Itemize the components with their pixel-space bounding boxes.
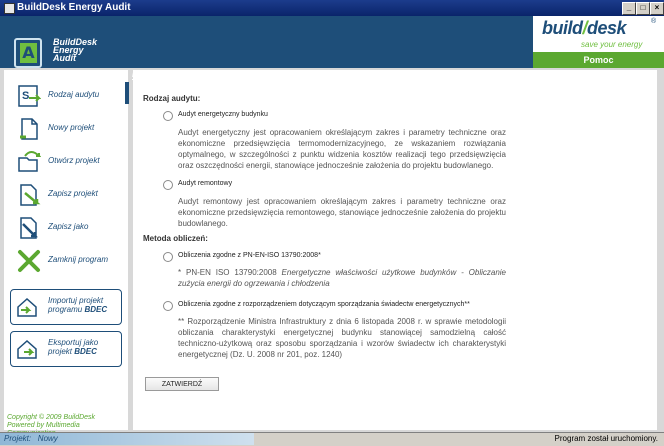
confirm-button[interactable]: ZATWIERDŹ — [145, 377, 219, 391]
export-house-icon — [16, 338, 38, 360]
status-bar — [0, 432, 664, 446]
sidebar-item-otworz-projekt[interactable] — [4, 148, 128, 176]
sidebar-item-nowy-projekt[interactable] — [4, 115, 128, 143]
sidebar-item-label: Zapisz projekt — [48, 189, 98, 198]
sidebar-item-label: Zamknij program — [48, 255, 109, 264]
open-folder-icon — [17, 150, 41, 174]
import-bdec-button[interactable] — [10, 289, 122, 325]
help-button[interactable]: Pomoc — [533, 52, 664, 68]
radio-audyt-energetyczny[interactable] — [163, 111, 173, 121]
logo-line-2: Energy — [53, 45, 84, 55]
save-as-icon — [17, 216, 41, 240]
logo-line-1: BuildDesk — [53, 37, 98, 47]
window-title: BuildDesk Energy Audit — [17, 2, 131, 13]
close-x-icon — [17, 249, 41, 273]
import-house-icon — [16, 296, 38, 318]
new-document-icon — [17, 117, 41, 141]
radio-label-audyt-energetyczny[interactable]: Audyt energetyczny budynku — [178, 111, 268, 118]
sidebar-item-zapisz-jako[interactable] — [4, 214, 128, 242]
sidebar-item-label: Nowy projekt — [48, 123, 95, 132]
radio-label-metoda-pn-en-iso[interactable]: Obliczenia zgodne z PN-EN-ISO 13790:2008* — [178, 252, 321, 259]
rozporzadzenie-note: ** Rozporządzenie Ministra Infrastruktury z dnia 6 listopada 2008 r. w sprawie metodologii obliczania charakterystyki energetycznej budynku stanowiącej samodzielną całość techniczno-użytkową oraz sposobu sporządzania i wzorów świadectw ich charakterystyki energetycznej (Dz. U. 2008 nr 201, poz. 1240) — [178, 317, 506, 359]
maximize-button[interactable]: □ — [636, 2, 650, 15]
sidebar-item-label: Otwórz projekt — [48, 156, 100, 165]
title-bar — [0, 0, 664, 16]
audyt-energetyczny-description: Audyt energetyczny jest opracowaniem określającym zakres i parametry techniczne oraz ekonomiczne przedsięwzięcia termomodernizacyjnego, ze wskazaniem rozwiązania optymalnego, w szczególności z punktu widzenia kosztów realizacji tego przedsięwzięcia oraz oszczędności energii, stanowiące jednocześnie założenia do projektu budowlanego. — [178, 128, 506, 170]
pn-en-iso-note-title: Energetyczne właściwości użytkowe budynków - Obliczanie zużycia energii do ogrzewania i chłodzenia — [178, 268, 506, 288]
brand-tagline: save your energy — [581, 40, 643, 49]
builddesk-brand-logo: build/desk ® save your energy — [533, 16, 664, 52]
radio-label-metoda-rozporzadzenie[interactable]: Obliczenia zgodne z rozporządzeniem dotyczącym sporządzania świadectw energetycznych** — [178, 301, 470, 308]
import-label-bdec: BDEC — [84, 305, 108, 314]
export-label-bdec: BDEC — [74, 347, 97, 356]
app-icon — [4, 3, 15, 14]
pn-en-iso-note-prefix: * PN-EN ISO 13790:2008 — [178, 268, 282, 277]
status-project-value: Nowy — [37, 434, 58, 443]
app-logo-text — [53, 38, 97, 62]
sidebar-item-label: Zapisz jako — [48, 222, 89, 231]
svg-text:S: S — [22, 90, 30, 102]
import-label-line1: Importuj projekt — [48, 296, 104, 305]
brand-reg-mark: ® — [651, 18, 657, 25]
export-label-line2: projekt — [48, 347, 75, 356]
radio-audyt-remontowy[interactable] — [163, 180, 173, 190]
import-label-line2: programu — [48, 305, 85, 314]
sidebar-item-rodzaj-audytu[interactable] — [4, 82, 128, 110]
logo-line-3: Audit — [53, 53, 76, 63]
status-project-label: Projekt: — [4, 434, 32, 443]
sidebar — [4, 70, 128, 430]
radio-label-audyt-remontowy[interactable]: Audyt remontowy — [178, 180, 233, 187]
brand-desk: desk — [587, 18, 627, 38]
radio-metoda-pn-en-iso[interactable] — [163, 252, 173, 262]
copyright-line: Copyright © 2009 BuildDesk — [7, 414, 96, 421]
sidebar-item-zapisz-projekt[interactable] — [4, 181, 128, 209]
pn-en-iso-note — [178, 267, 506, 289]
export-bdec-button[interactable] — [10, 331, 122, 367]
export-label-line1: Eksportuj jako — [48, 338, 99, 347]
audit-type-heading: Rodzaj audytu: — [143, 94, 201, 103]
save-document-icon — [17, 183, 41, 207]
status-message: Program został uruchomiony. — [554, 434, 658, 443]
powered-by-line: Powered by Multimedia — [7, 422, 80, 429]
sidebar-item-label: Rodzaj audytu — [48, 90, 100, 99]
audyt-remontowy-description: Audyt remontowy jest opracowaniem określającym zakres i parametry techniczne oraz ekonomiczne przedsięwzięcia remontowego, stanowiące jednocześnie założenia do projektu budowlanego. — [178, 197, 506, 228]
audit-type-icon — [17, 84, 41, 108]
radio-metoda-rozporzadzenie[interactable] — [163, 301, 173, 311]
status-project — [0, 433, 254, 445]
brand-build: build — [542, 18, 583, 38]
main-panel — [133, 70, 657, 430]
app-logo-icon: A — [14, 38, 42, 68]
calc-method-heading: Metoda obliczeń: — [143, 234, 208, 243]
sidebar-item-zamknij-program[interactable] — [4, 247, 128, 275]
close-window-button[interactable]: × — [650, 2, 664, 15]
minimize-button[interactable]: _ — [622, 2, 636, 15]
